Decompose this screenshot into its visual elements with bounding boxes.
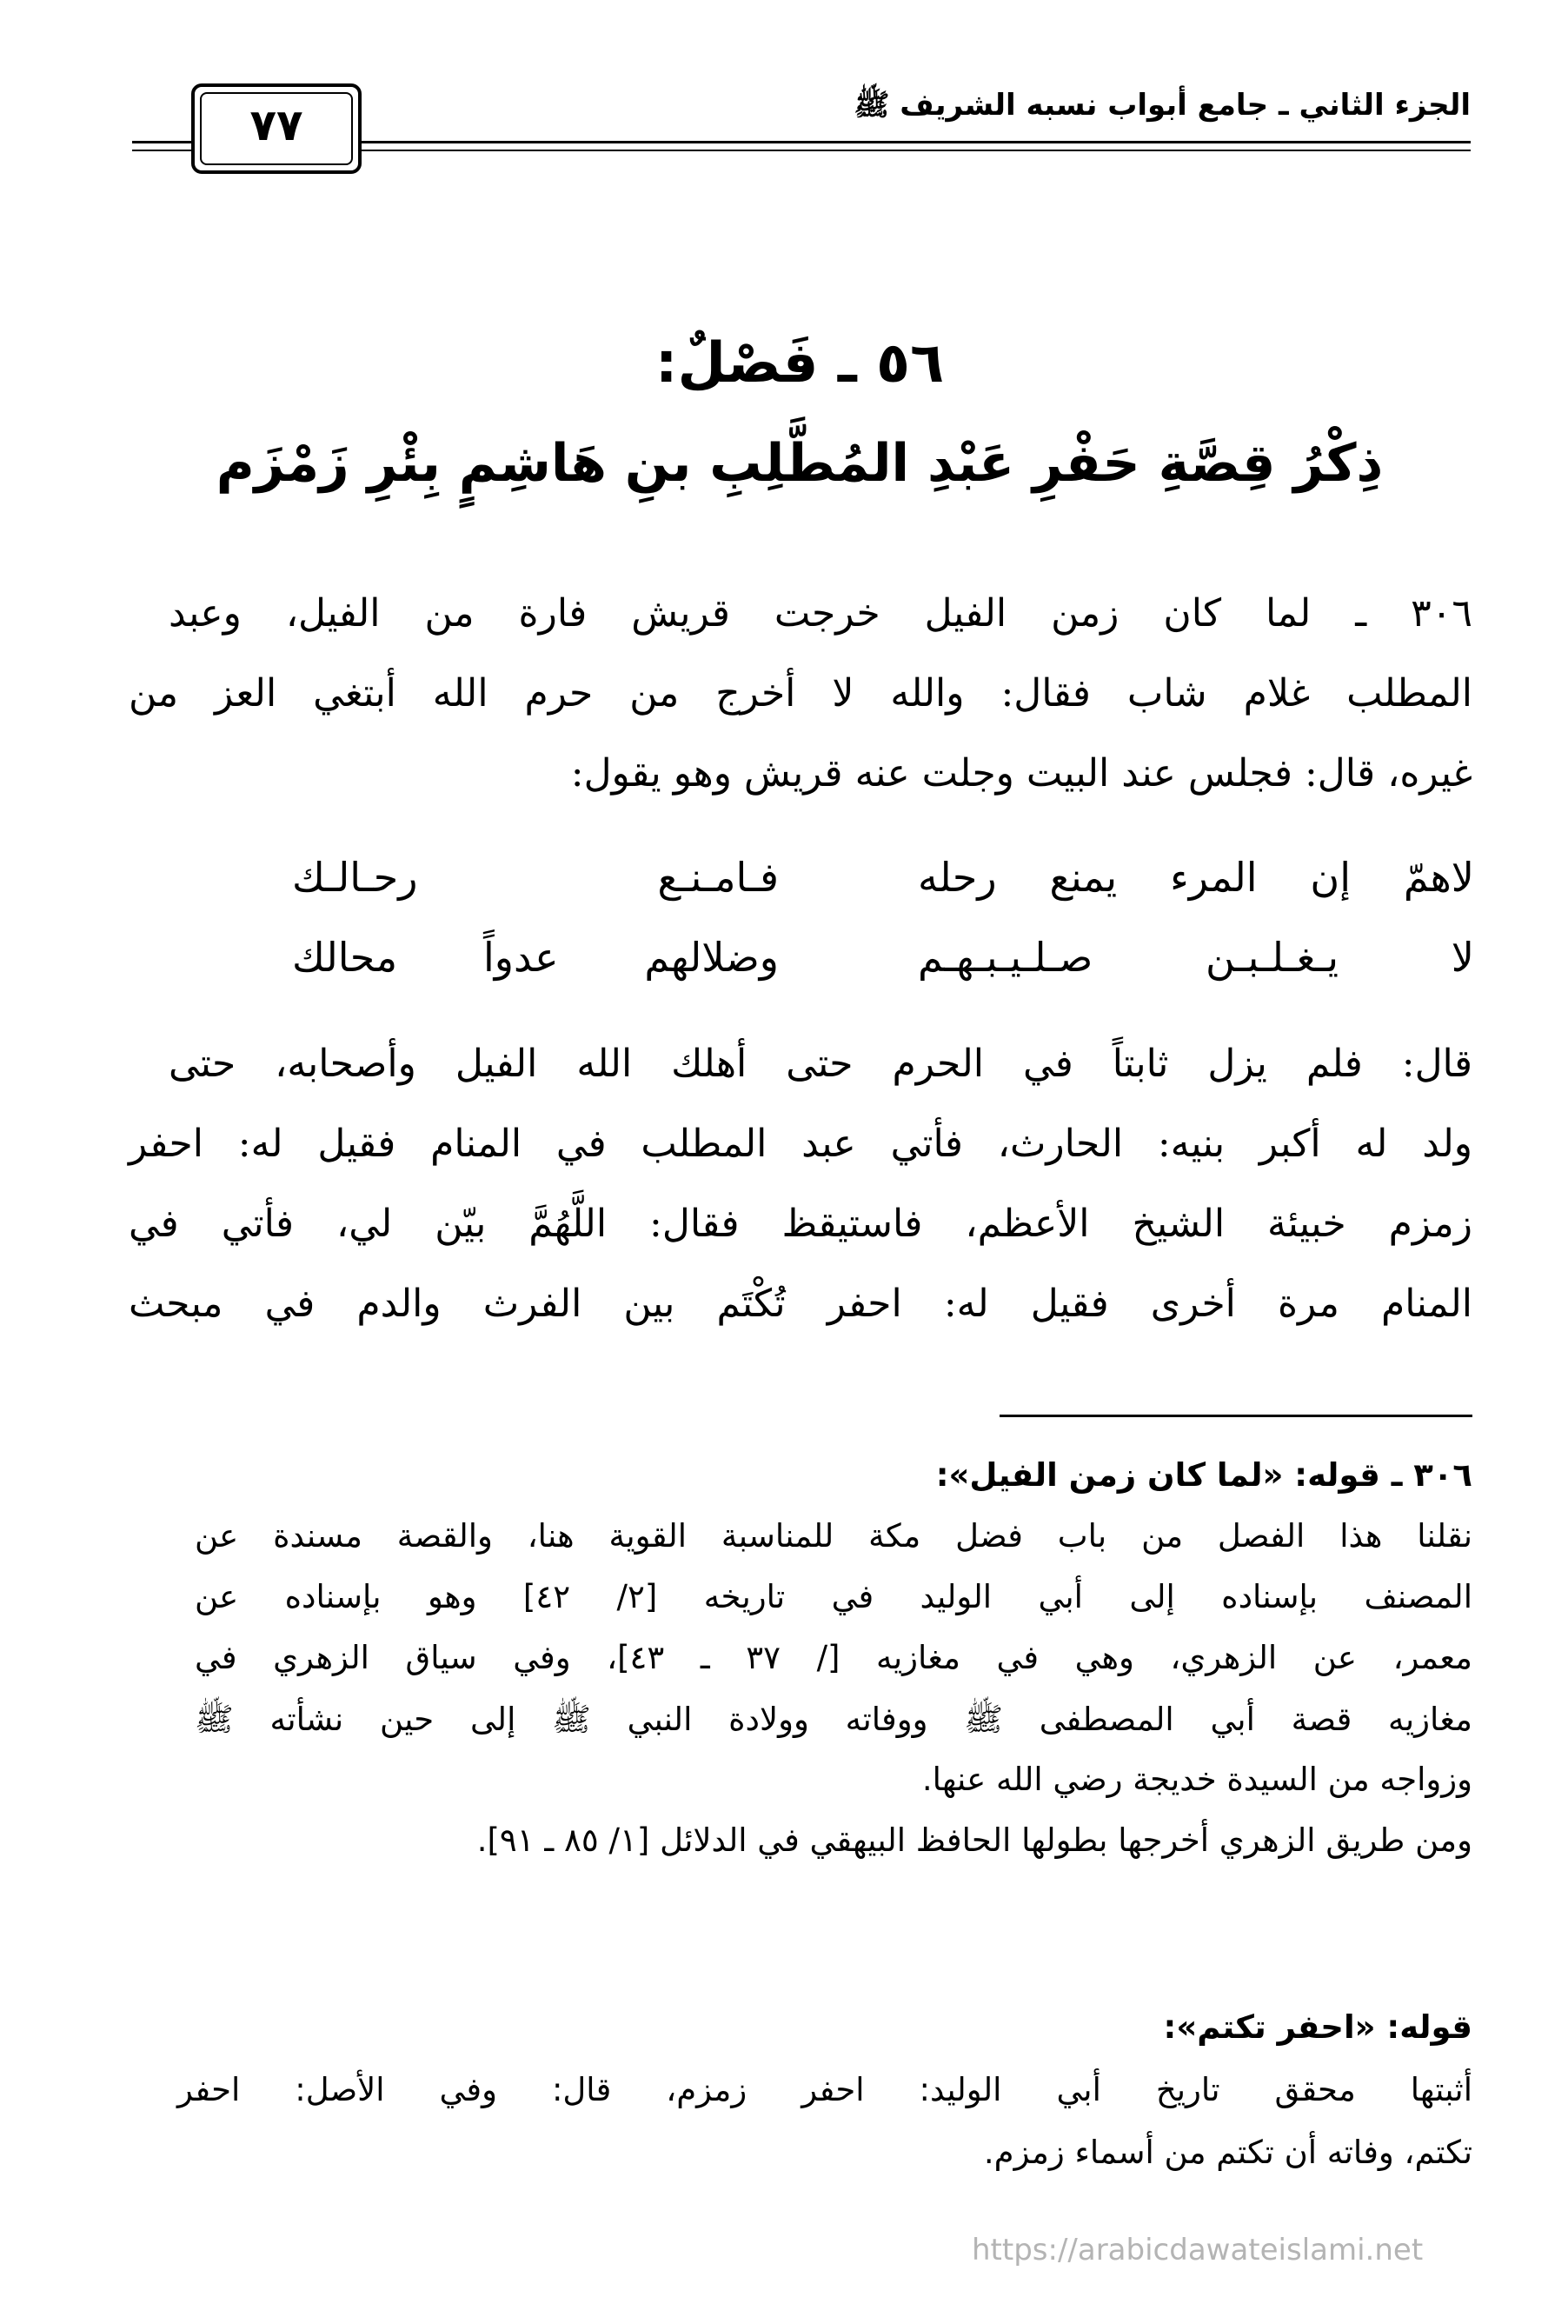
verse-second-half: فـامـنـع رحـالـك	[292, 854, 779, 901]
body-line: المطلب غلام شاب فقال: والله لا أخرج من حرم الله أبتغي العز من	[129, 671, 1472, 716]
footnote-separator	[1000, 1415, 1472, 1417]
verse-first-half: لا يـغـلـبـن صـلـيـبـهـم	[918, 934, 1474, 981]
footnote-line: نقلنا هذا الفصل من باب فضل مكة للمناسبة القوية هنا، والقصة مسندة عن	[195, 1517, 1472, 1555]
body-line: قال: فلم يزل ثابتاً في الحرم حتى أهلك الله الفيل وأصحابه، حتى	[169, 1042, 1472, 1086]
running-title: الجزء الثاني ـ جامع أبواب نسبه الشريف ﷺ	[854, 88, 1471, 123]
body-line: ٣٠٦ ـ لما كان زمن الفيل خرجت قريش فارة من الفيل، وعبد	[169, 591, 1472, 636]
footnote-line: ومن طريق الزهري أخرجها بطولها الحافظ البيهقي في الدلائل [١/ ٨٥ ـ ٩١].	[476, 1821, 1472, 1859]
footnote-line: المصنف بإسناده إلى أبي الوليد في تاريخه [٢/ ٤٢] وهو بإسناده عن	[195, 1578, 1472, 1615]
verse-first-half: لاهمّ إن المرء يمنع رحله	[918, 854, 1474, 901]
footnote-line: تكتم، وفاته أن تكتم من أسماء زمزم.	[983, 2134, 1472, 2171]
poem-verse	[209, 934, 1474, 1003]
footnote-line: أثبتها محقق تاريخ أبي الوليد: احفر زمزم، قال: وفي الأصل: احفر	[177, 2071, 1472, 2108]
page-number: ٧٧	[249, 100, 303, 150]
footnote-line: مغازيه قصة أبي المصطفى ﷺ ووفاته وولادة النبي ﷺ إلى حين نشأته ﷺ	[195, 1701, 1472, 1738]
body-line: ولد له أكبر بنيه: الحارث، فأتي عبد المطلب في المنام فقيل له: احفر	[129, 1122, 1472, 1166]
page-number-frame	[191, 83, 362, 174]
footnote-heading: قوله: «احفر تكتم»:	[1163, 2008, 1472, 2046]
chapter-number-title: ٥٦ ـ فَصْلٌ:	[654, 331, 945, 396]
body-line: المنام مرة أخرى فقيل له: احفر تُكْتَم بين الفرث والدم في مبحث	[129, 1282, 1472, 1326]
body-line: غيره، قال: فجلس عند البيت وجلت عنه قريش وهو يقول:	[570, 751, 1472, 796]
footnote-line: وزواجه من السيدة خديجة رضي الله عنها.	[921, 1761, 1472, 1798]
verse-second-half: وضلالهم عدواً محالك	[292, 934, 779, 981]
running-header	[132, 80, 1471, 163]
poem-verse	[209, 854, 1474, 923]
chapter-subtitle: ذِكْرُ قِصَّةِ حَفْرِ عَبْدِ المُطَّلِبِ بنِ هَاشِمٍ بِئْرِ زَمْزَم	[216, 433, 1384, 494]
footnote-line: معمر، عن الزهري، وهي في مغازيه [/ ٣٧ ـ ٤٣]، وفي سياق الزهري في	[195, 1639, 1472, 1676]
footnote-heading: ٣٠٦ ـ قوله: «لما كان زمن الفيل»:	[935, 1456, 1472, 1494]
site-watermark: https://arabicdawateislami.net	[972, 2233, 1424, 2267]
body-line: زمزم خبيئة الشيخ الأعظم، فاستيقظ فقال: اللَّهُمَّ بيّن لي، فأتي في	[129, 1202, 1472, 1246]
